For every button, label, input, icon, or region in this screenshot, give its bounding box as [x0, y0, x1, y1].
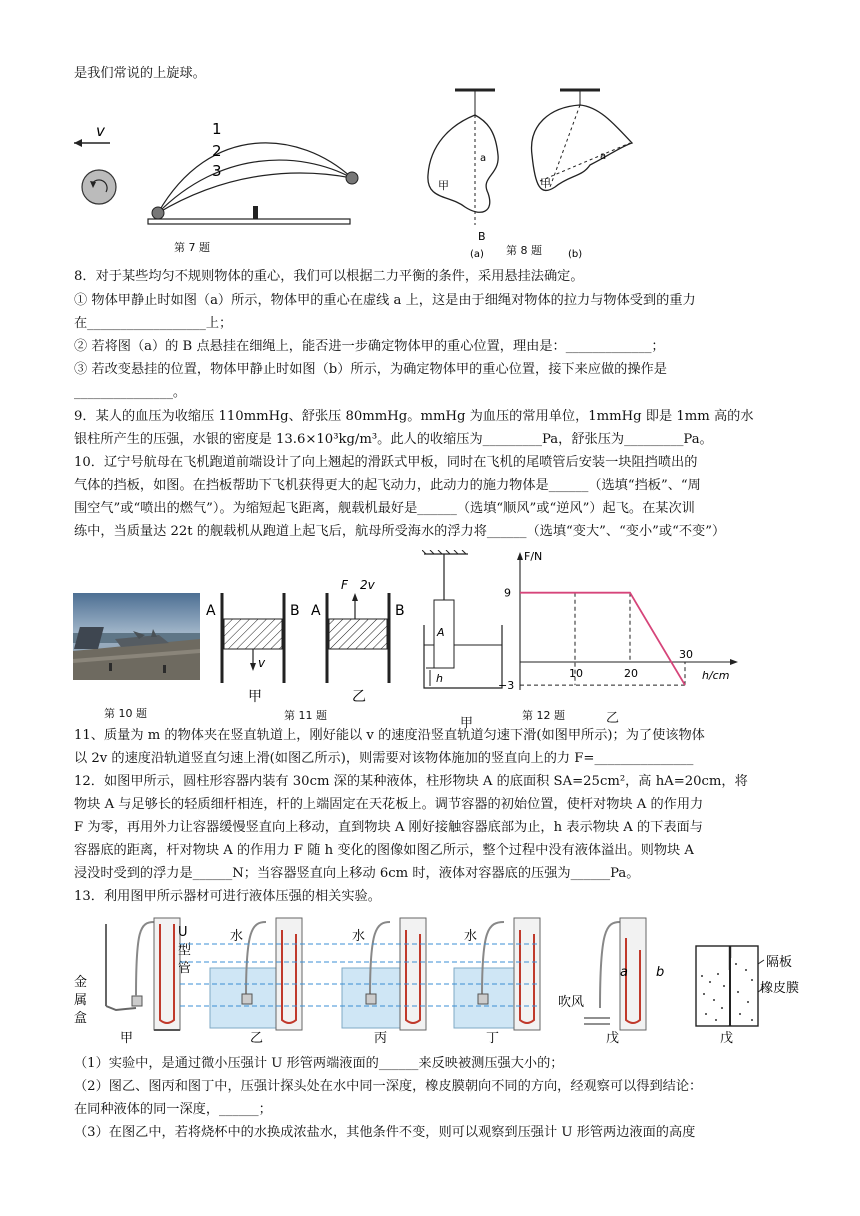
q10-line4: 练中，当质量达 22t 的舰载机从跑道上起飞后，航母所受海水的浮力将______（选填“变大”、“变小”或“不变”） — [74, 524, 726, 539]
fig13-metal-box-label-3: 盒 — [74, 1011, 88, 1026]
fig13-water-label-3: 水 — [464, 929, 478, 944]
fig11-A-label-2: A — [311, 603, 321, 619]
fig13-water-label-2: 水 — [352, 929, 366, 944]
q10-line2: 气体的挡板，如图。在挡板帮助下飞机获得更大的起飞动力，此动力的施力物体是______（选填“挡板”、“周 — [74, 478, 701, 493]
fig8a-jia-label: 甲 — [438, 179, 449, 192]
force-series-line — [520, 593, 685, 685]
fig8b-jia-label: 甲 — [540, 177, 551, 190]
q8-part3-line2: _______________。 — [74, 385, 187, 400]
q13-stem: 13．利用图甲所示器材可进行液体压强的相关实验。 — [74, 889, 381, 904]
fig13-bing-label: 丙 — [374, 1031, 388, 1045]
fig8-suspension-diagram — [410, 85, 650, 260]
q8-part3-line1: ③ 若改变悬挂的位置，物体甲静止时如图（b）所示，为确定物体甲的重心位置，接下来应做的操作是 — [74, 362, 667, 377]
fig13-u-label-2: 型 — [178, 943, 192, 958]
fig13-ding-label: 丁 — [486, 1031, 500, 1045]
fig12-block-A-label: A — [437, 626, 445, 639]
q11-line2: 以 2v 的速度沿轨道竖直匀速上滑(如图乙所示)，则需要对该物体施加的竖直向上的力 F=_______________ — [74, 751, 694, 766]
fig7-path-3: 3 — [212, 162, 222, 180]
fig8a-B-label: B — [478, 230, 486, 243]
q12-line3: F 为零，再用外力让容器缓慢竖直向上移动，直到物块 A 刚好接触容器底部为止，h 表示物块 A 的下表面与 — [74, 820, 703, 835]
fig11-rail-diagram — [200, 575, 420, 710]
intro-line: 是我们常说的上旋球。 — [74, 66, 206, 81]
q8-stem: 8．对于某些均匀不规则物体的重心，我们可以根据二力平衡的条件，采用悬挂法确定。 — [74, 269, 584, 284]
fig13-yi-label: 乙 — [250, 1031, 264, 1045]
fig7-caption: 第 7 题 — [174, 241, 210, 254]
fig13-membrane-label: 橡皮膜 — [760, 981, 800, 996]
q8-part1-line1: ① 物体甲静止时如图（a）所示，物体甲的重心在虚线 a 上，这是由于细绳对物体的拉力与物体受到的重力 — [74, 293, 696, 308]
fig7-path-1: 1 — [212, 120, 222, 138]
fig11-B-label-1: B — [290, 603, 300, 619]
xtick-10: 10 — [569, 667, 583, 680]
fig12-yi-caption: 乙 — [606, 711, 620, 726]
fig12-caption: 第 12 题 — [522, 709, 565, 722]
fig13-blow-label: 吹风 — [558, 995, 585, 1010]
fig11-yi-label: 乙 — [352, 689, 366, 705]
q12-line4: 容器底的距离，杆对物块 A 的作用力 F 随 h 变化的图像如图乙所示，整个过程中没有液体溢出。则物块 A — [74, 843, 694, 858]
fig13-u-label: U — [178, 925, 188, 940]
fig7-ball-trajectory-diagram — [70, 110, 380, 260]
fig13-water-label-1: 水 — [230, 929, 244, 944]
fig13-metal-box-label-2: 属 — [74, 993, 88, 1008]
fig11-2v-label: 2v — [360, 578, 375, 592]
fig11-A-label-1: A — [206, 603, 216, 619]
fig10-caption: 第 10 题 — [104, 707, 147, 720]
fig12-ylabel: F/N — [524, 550, 543, 563]
fig12-force-height-chart — [496, 548, 746, 700]
fig7-v-label: v — [96, 122, 105, 140]
fig8a-a-label: a — [480, 153, 487, 164]
xtick-30: 30 — [679, 648, 693, 661]
fig11-caption: 第 11 题 — [284, 709, 327, 722]
ytick-9: 9 — [504, 586, 511, 600]
q8-part1-line2: 在__________________上； — [74, 316, 233, 331]
fig8-caption: 第 8 题 — [506, 244, 542, 257]
fig8a-caption: (a) — [470, 249, 484, 260]
xtick-20: 20 — [624, 667, 638, 680]
fig10-carrier-photo — [73, 593, 200, 680]
fig13-jia-label: 甲 — [120, 1031, 134, 1045]
q12-line1: 12．如图甲所示，圆柱形容器内装有 30cm 深的某种液体，柱形物块 A 的底面积 SA=25cm²，高 hA=20cm，将 — [74, 774, 748, 789]
fig12-h-label: h — [436, 672, 443, 685]
q13-part3: （3）在图乙中，若将烧杯中的水换成浓盐水，其他条件不变，则可以观察到压强计 U 形管两边液面的高度 — [74, 1125, 696, 1140]
fig8b-a-label: a — [600, 151, 607, 162]
fig13-u-label-3: 管 — [178, 961, 192, 976]
fig13-partition-label: 隔板 — [766, 955, 793, 970]
q13-part2-line1: （2）图乙、图丙和图丁中，压强计探头处在水中同一深度，橡皮膜朝向不同的方向，经观察可以得到结论： — [74, 1079, 703, 1094]
fig7-path-2: 2 — [212, 142, 222, 160]
fig12-jia-caption: 甲 — [460, 716, 474, 731]
q13-part1: （1）实验中，是通过微小压强计 U 形管两端液面的______来反映被测压强大小的； — [74, 1056, 564, 1071]
q8-part2: ② 若将图（a）的 B 点悬挂在细绳上，能否进一步确定物体甲的重心位置，理由是：_____________； — [74, 339, 665, 354]
fig13-metal-box-label-1: 金 — [74, 975, 88, 990]
fig11-B-label-2: B — [395, 603, 405, 619]
q12-line2: 物块 A 与足够长的轻质细杆相连，杆的上端固定在天花板上。调节容器的初始位置，使杆对物块 A 的作用力 — [74, 797, 704, 812]
ytick-neg3: −3 — [498, 679, 515, 693]
fig12-xlabel: h/cm — [702, 669, 730, 682]
fig13-a-label: a — [620, 965, 628, 980]
q10-line3: 围空气”或“喷出的燃气”）。为缩短起飞距离，舰载机最好是______（选填“顺风”或“逆风”）起飞。在某次训 — [74, 501, 695, 516]
q9-line2: 银柱所产生的压强，水银的密度是 13.6×10³kg/m³。此人的收缩压为_________Pa，舒张压为_________Pa。 — [74, 432, 713, 447]
fig13-wu-label-2: 戊 — [720, 1031, 734, 1045]
q9-line1: 9．某人的血压为收缩压 110mmHg、舒张压 80mmHg。mmHg 为血压的常用单位，1mmHg 即是 1mm 高的水 — [74, 409, 754, 424]
fig13-pressure-gauge-diagram — [70, 910, 815, 1045]
fig11-F-label: F — [341, 578, 348, 592]
fig8b-caption: (b) — [568, 249, 583, 260]
fig13-wu-label-1: 戊 — [606, 1031, 620, 1045]
q10-line1: 10．辽宁号航母在飞机跑道前端设计了向上翘起的滑跃式甲板，同时在飞机的尾喷管后安装一块阻挡喷出的 — [74, 455, 698, 470]
fig13-b-label: b — [656, 965, 665, 980]
q13-part2-line2: 在同种液体的同一深度，______； — [74, 1102, 272, 1117]
q11-line1: 11、质量为 m 的物体夹在竖直轨道上，刚好能以 v 的速度沿竖直轨道匀速下滑(如图甲所示)；为了使该物体 — [74, 728, 705, 743]
fig11-v-label: v — [258, 656, 266, 670]
q12-line5: 浸没时受到的浮力是______N；当容器竖直向上移动 6cm 时，液体对容器底的压强为______Pa。 — [74, 866, 640, 881]
fig11-jia-label: 甲 — [248, 689, 262, 705]
